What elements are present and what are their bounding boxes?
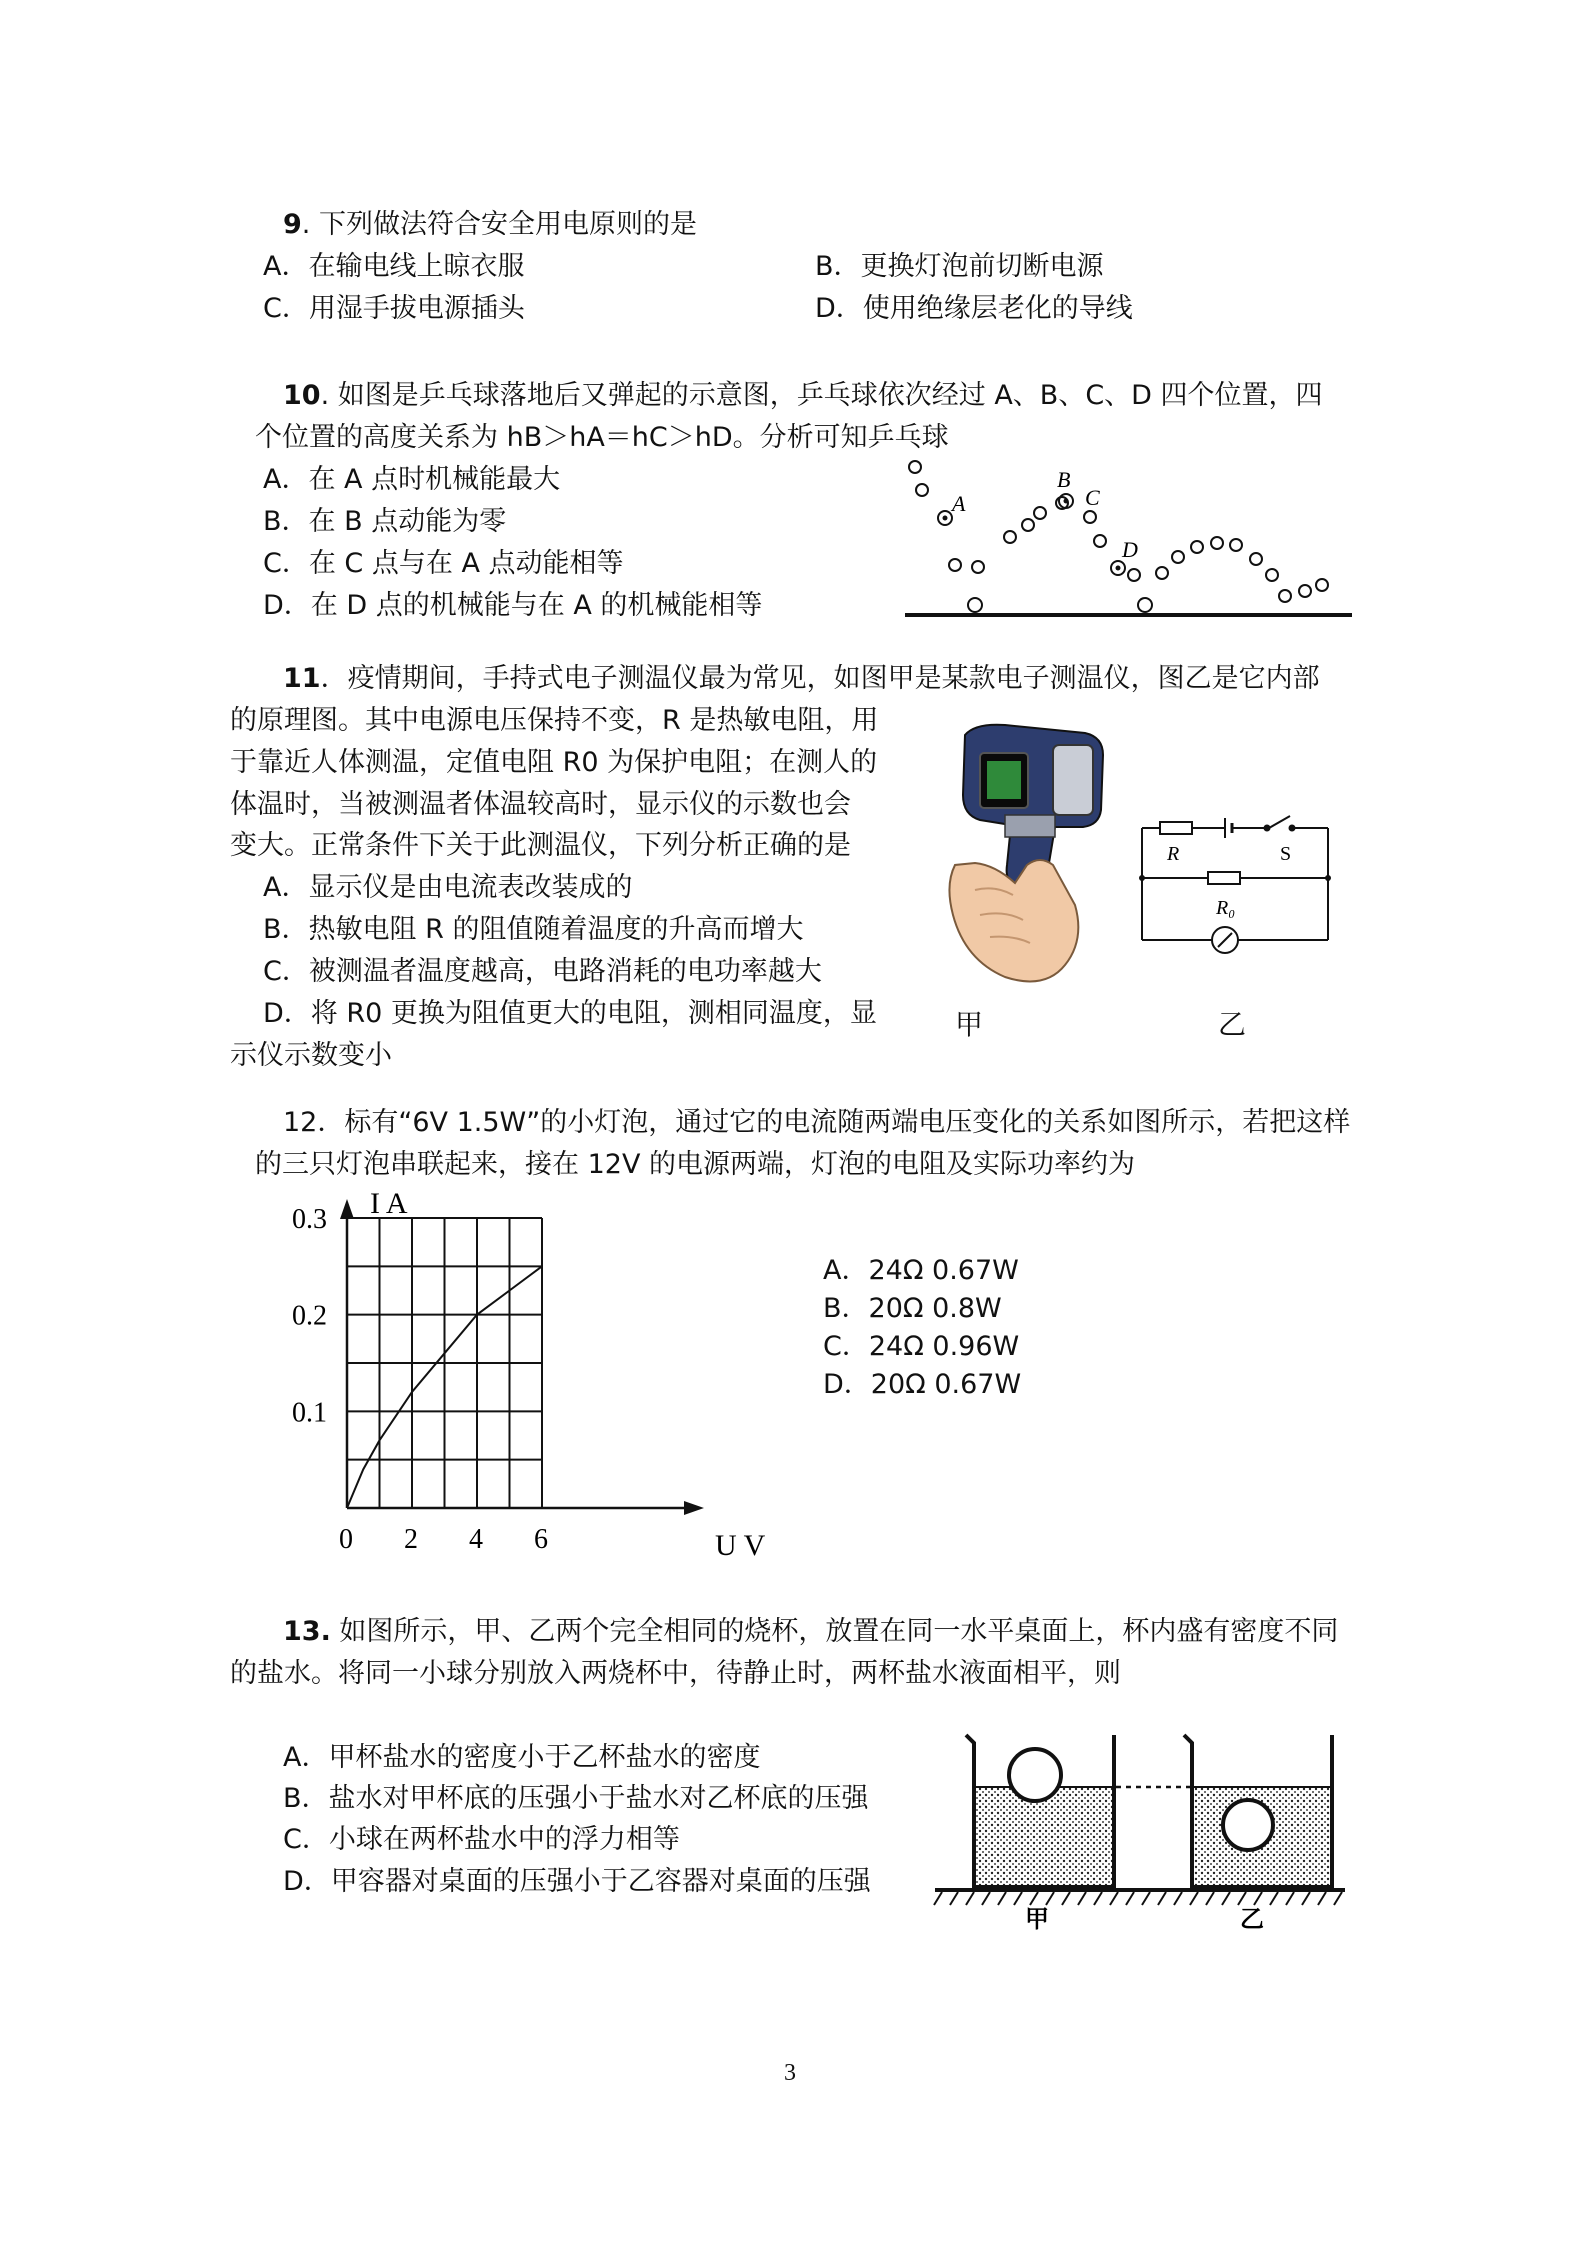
x-tick-label: 6: [534, 1524, 548, 1555]
switch-s: [1269, 816, 1290, 828]
q12-stem-line2: 的三只灯泡串联起来，接在 12V 的电源两端，灯泡的电阻及实际功率约为: [255, 1149, 1135, 1180]
q12-option-d: D．20Ω 0.67W: [823, 1369, 1022, 1400]
x-axis-arrow: [684, 1501, 704, 1515]
label-c: C: [1085, 485, 1100, 510]
x-axis-label: U V: [715, 1529, 766, 1562]
x-tick-label: 2: [404, 1524, 418, 1555]
label-b: B: [1057, 467, 1071, 492]
pingpong-bounce-figure: [900, 455, 1360, 625]
q11-stem-line1: [283, 659, 1320, 699]
q11-option-d-cont: 示仪示数变小: [230, 1040, 392, 1071]
fig-jia-label-q13: 甲: [1025, 1905, 1049, 1933]
circuit-label-r: R: [1167, 843, 1180, 865]
q13-option-c: C．小球在两杯盐水中的浮力相等: [283, 1824, 680, 1855]
q9-stem: [283, 205, 697, 245]
q11-stem-text: ．疫情期间，手持式电子测温仪最为常见，如图甲是某款电子测温仪，图乙是它内部: [320, 663, 1320, 694]
fig-yi-label-q11: 乙: [1218, 1008, 1247, 1041]
y-axis-arrow: [340, 1199, 354, 1219]
fig-yi-label-q13: 乙: [1240, 1905, 1264, 1933]
resistor-r: [1160, 822, 1192, 834]
q9-number: 9: [283, 209, 302, 240]
q12-option-b: B．20Ω 0.8W: [823, 1293, 1002, 1324]
beaker-jia-liquid: [974, 1787, 1114, 1887]
q11-line-2: 于靠近人体测温，定值电阻 R0 为保护电阻；在测人的: [230, 747, 878, 778]
circuit-label-s: S: [1280, 843, 1292, 865]
q12-option-a: A．24Ω 0.67W: [823, 1255, 1019, 1286]
thermometer-grip-top: [1005, 815, 1055, 837]
circuit-label-r0: R₀: [1216, 897, 1236, 919]
resistor-r0: [1208, 872, 1240, 884]
q10-stem-line2: 个位置的高度关系为 hB＞hA＝hC＞hD。分析可知乒乓球: [255, 422, 949, 453]
q10-number: 10: [283, 380, 321, 411]
ball-jia: [1009, 1749, 1061, 1801]
q9-option-d: D．使用绝缘层老化的导线: [815, 293, 1133, 324]
y-tick-label: 0.3: [292, 1203, 327, 1235]
thermometer-sensor-head: [1053, 745, 1093, 815]
q10-stem-line1: [283, 376, 1323, 416]
q9-option-b: B．更换灯泡前切断电源: [815, 251, 1104, 282]
q12-stem-line1: 12．标有“6V 1.5W”的小灯泡，通过它的电流随两端电压变化的关系如图所示，若把这样: [283, 1107, 1351, 1138]
y-tick-label: 0.1: [292, 1397, 327, 1429]
y-axis-label: I A: [370, 1187, 408, 1220]
chart-axes: [340, 1199, 704, 1515]
q9-stem-text: . 下列做法符合安全用电原则的是: [301, 209, 697, 240]
ball-trail: [909, 461, 1328, 612]
q11-option-c: C．被测温者温度越高，电路消耗的电功率越大: [263, 956, 822, 987]
q10-option-a: A．在 A 点时机械能最大: [263, 464, 561, 495]
q13-stem-line1: [283, 1612, 1338, 1652]
thermometer-display: [987, 761, 1021, 799]
q13-option-a: A．甲杯盐水的密度小于乙杯盐水的密度: [283, 1742, 761, 1773]
q10-option-d: D．在 D 点的机械能与在 A 的机械能相等: [263, 590, 763, 621]
q13-stem-text: 如图所示，甲、乙两个完全相同的烧杯，放置在同一水平桌面上，杯内盛有密度不同: [330, 1616, 1339, 1647]
beakers-figure: [930, 1715, 1350, 1935]
q11-line-1: 的原理图。其中电源电压保持不变，R 是热敏电阻，用: [230, 705, 879, 736]
q13-stem-line2: 的盐水。将同一小球分别放入两烧杯中，待静止时，两杯盐水液面相平，则: [230, 1658, 1121, 1689]
q10-stem-text: . 如图是乒乓球落地后又弹起的示意图，乒乓球依次经过 A、B、C、D 四个位置，四: [320, 380, 1323, 411]
label-d: D: [1122, 537, 1138, 562]
q13-number: 13.: [283, 1616, 331, 1647]
q11-option-b: B．热敏电阻 R 的阻值随着温度的升高而增大: [263, 914, 804, 945]
iu-curve-chart: [280, 1185, 780, 1560]
table-hatching: [934, 1892, 1342, 1905]
q13-option-b: B．盐水对甲杯底的压强小于盐水对乙杯底的压强: [283, 1783, 869, 1814]
q11-line-4: 变大。正常条件下关于此测温仪，下列分析正确的是: [230, 830, 851, 861]
fig-jia-label-q11: 甲: [955, 1008, 984, 1041]
q12-option-c: C．24Ω 0.96W: [823, 1331, 1020, 1362]
q11-option-a: A．显示仪是由电流表改装成的: [263, 872, 633, 903]
circuit-diagram: [1130, 810, 1340, 960]
q11-option-d: D．将 R0 更换为阻值更大的电阻，测相同温度，显: [263, 998, 877, 1029]
q10-option-b: B．在 B 点动能为零: [263, 506, 507, 537]
q9-option-c: C．用湿手拔电源插头: [263, 293, 525, 324]
ball-yi: [1223, 1800, 1273, 1850]
label-a: A: [952, 491, 966, 516]
q10-option-c: C．在 C 点与在 A 点动能相等: [263, 548, 624, 579]
chart-grid: [347, 1218, 542, 1508]
x-tick-label: 0: [339, 1524, 353, 1555]
thermometer-figure: [935, 715, 1135, 995]
q13-option-d: D．甲容器对桌面的压强小于乙容器对桌面的压强: [283, 1866, 871, 1897]
q9-option-a: A．在输电线上晾衣服: [263, 251, 525, 282]
page-number: 3: [784, 2060, 796, 2086]
x-tick-label: 4: [469, 1524, 483, 1555]
q11-line-3: 体温时，当被测温者体温较高时，显示仪的示数也会: [230, 789, 851, 820]
q11-number: 11: [283, 663, 321, 694]
y-tick-label: 0.2: [292, 1300, 327, 1332]
